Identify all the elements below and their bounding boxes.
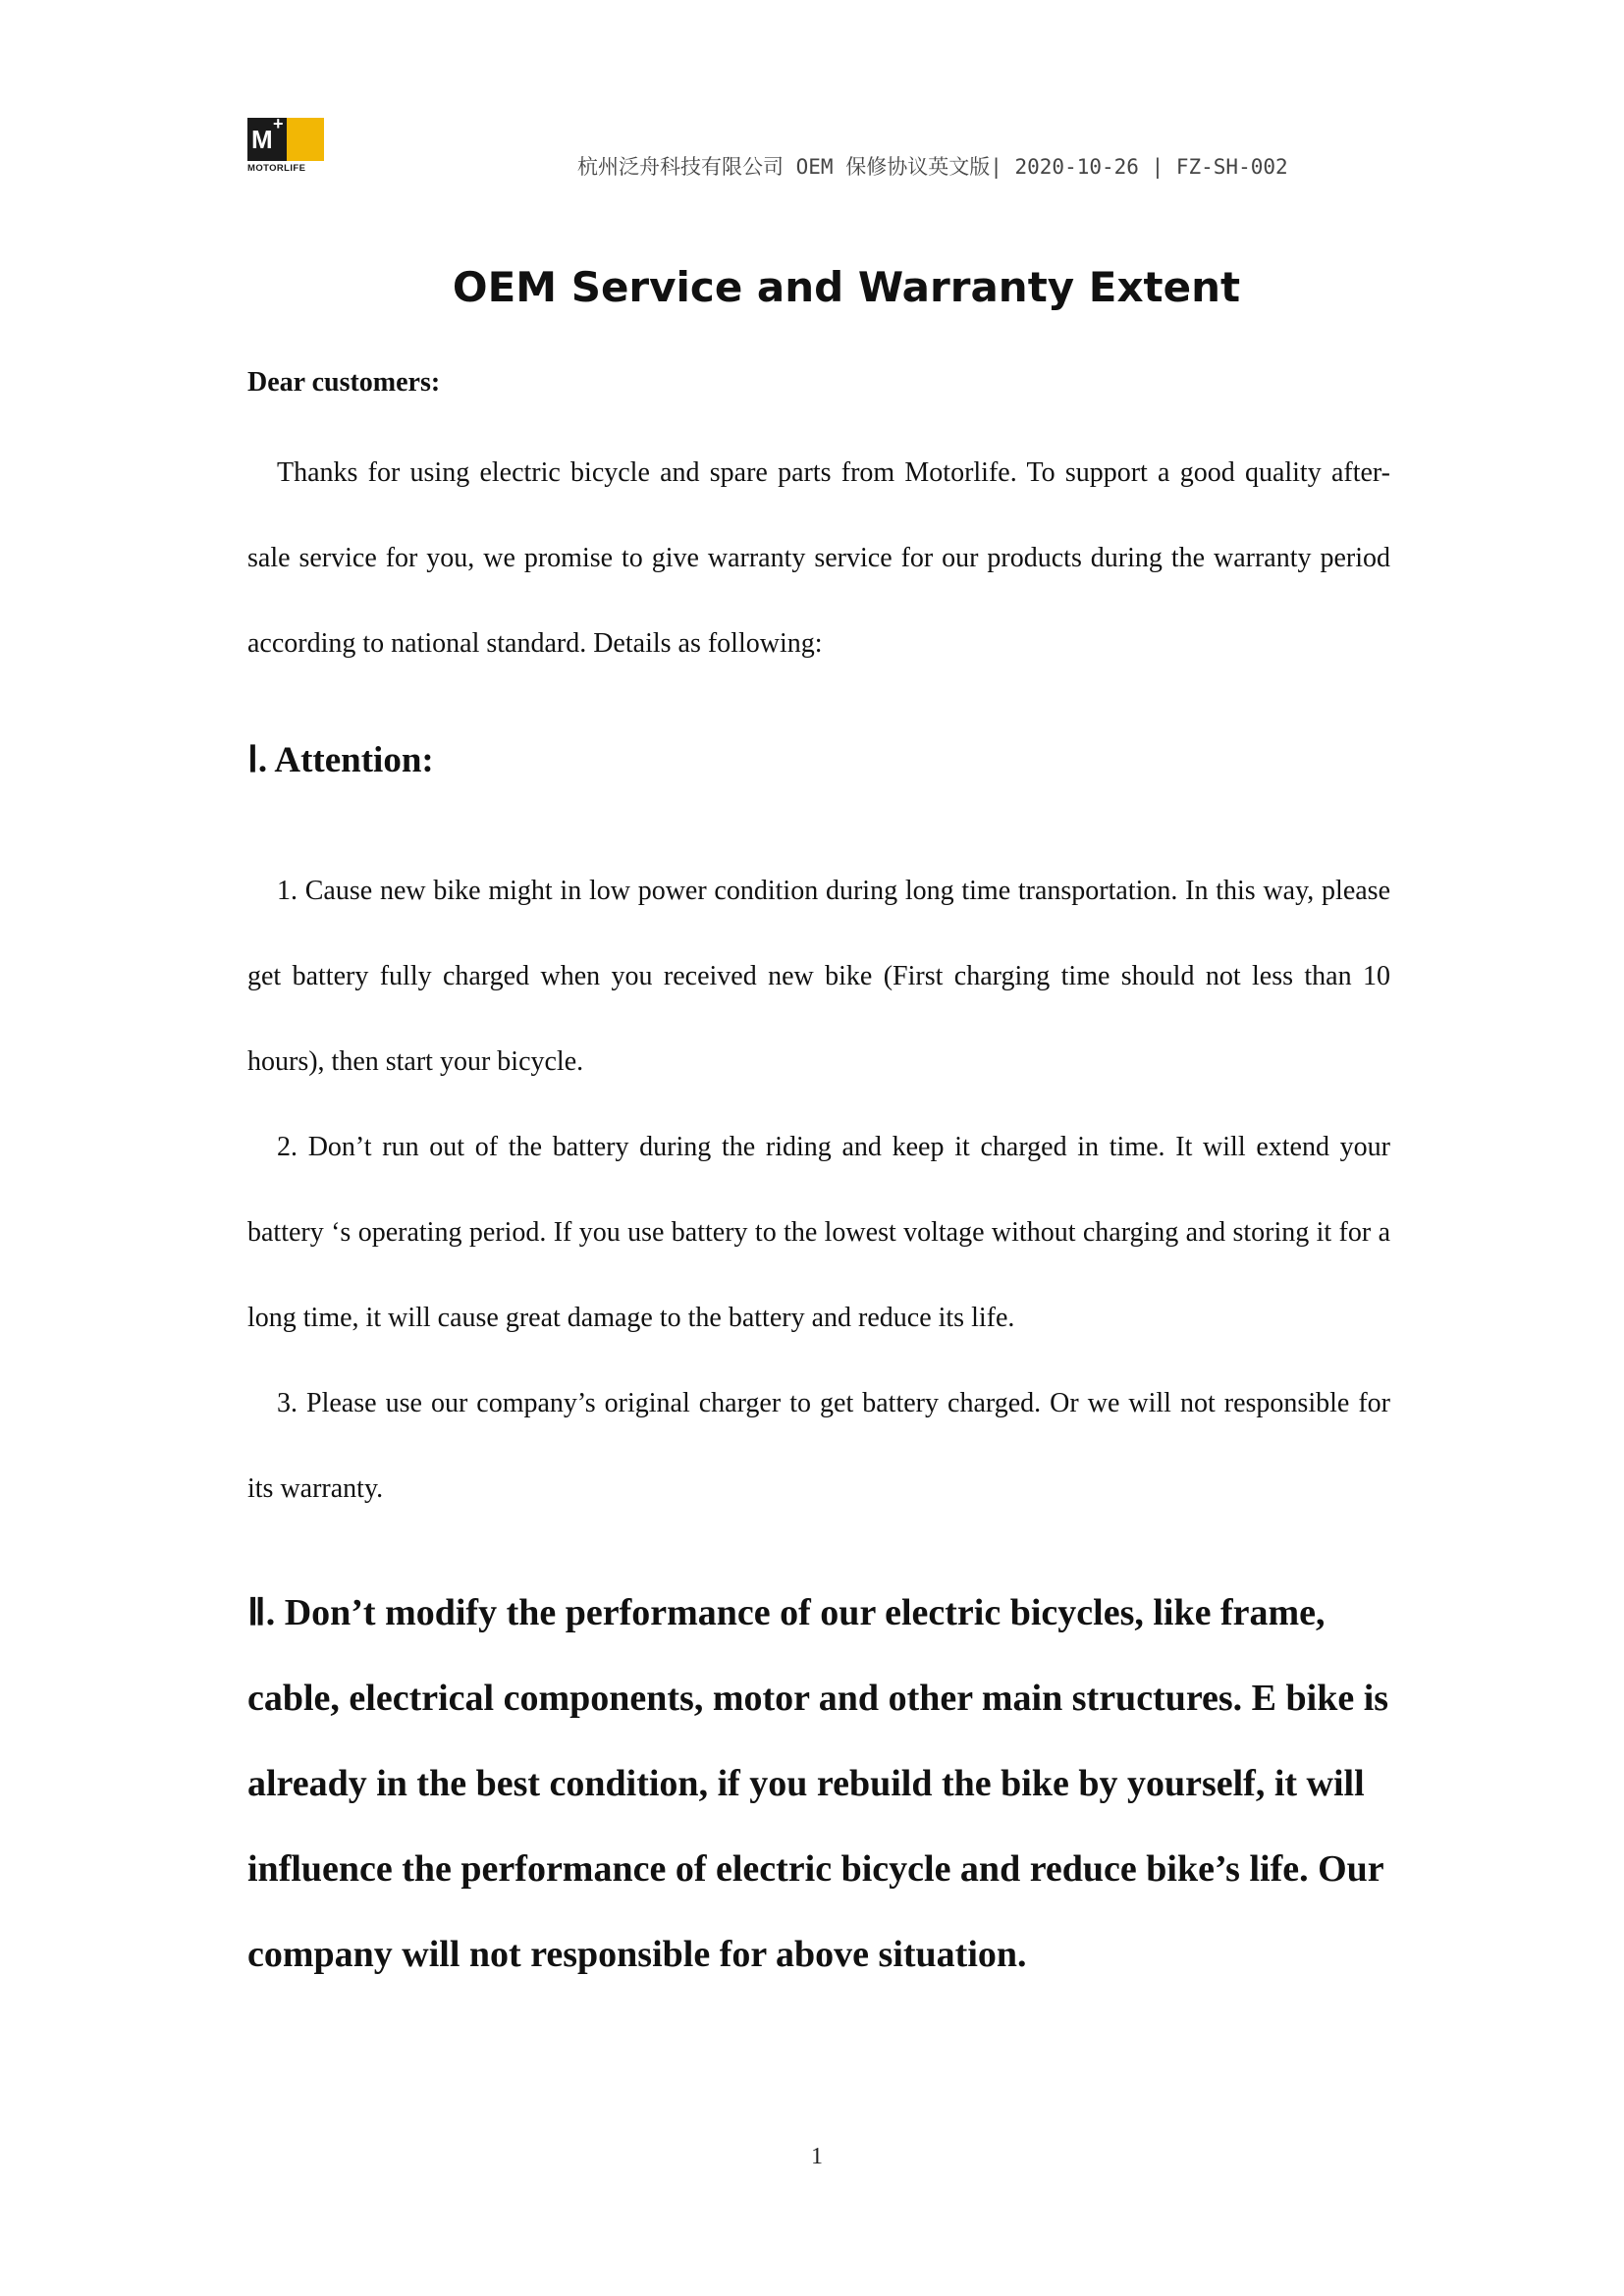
logo-mark-icon [247,114,324,161]
logo-text: MOTORLIFE [247,163,306,174]
section-2-heading: Ⅱ. Don’t modify the performance of our electric bicycles, like frame, cable, electrical components, motor and other main structures. E bike is already in the best condition, if you rebuild the bike by yourself, it will influence the performance of electric bicycle and reduce bike’s life. Our company will not responsible for above situation. [247,1592,1389,1975]
header-info-line: 杭州泛舟科技有限公司 OEM 保修协议英文版| 2020-10-26 | FZ-SH-002 [577,155,1288,179]
intro-paragraph: Thanks for using electric bicycle and spare parts from Motorlife. To support a good quality after- sale service for you, we promise to give warranty service for our products during the warranty period according to national standard. Details as following: [247,457,1390,659]
motorlife-logo [247,114,326,177]
list-item: 1. Cause new bike might in low power condition during long time transportation. In this way, please get battery fully charged when you received new bike (First charging time should not less than 10 hours), then start your bicycle. [247,876,1390,1077]
greeting: Dear customers: [247,367,441,398]
list-item: 2. Don’t run out of the battery during the riding and keep it charged in time. It will extend your battery ‘s operating period. If you use battery to the lowest voltage without charging and storing it for a long time, it will cause great damage to the battery and reduce its life. [247,1132,1390,1333]
logo-plus-icon: + [273,114,284,133]
list-item: 3. Please use our company’s original charger to get battery charged. Or we will not responsible for its warranty. [247,1388,1390,1504]
attention-list [247,848,1390,1531]
document-title: OEM Service and Warranty Extent [452,263,1241,311]
logo-glyph: M [251,125,271,154]
section-1-heading: Ⅰ. Attention: [247,740,434,780]
page-number: 1 [811,2144,823,2169]
